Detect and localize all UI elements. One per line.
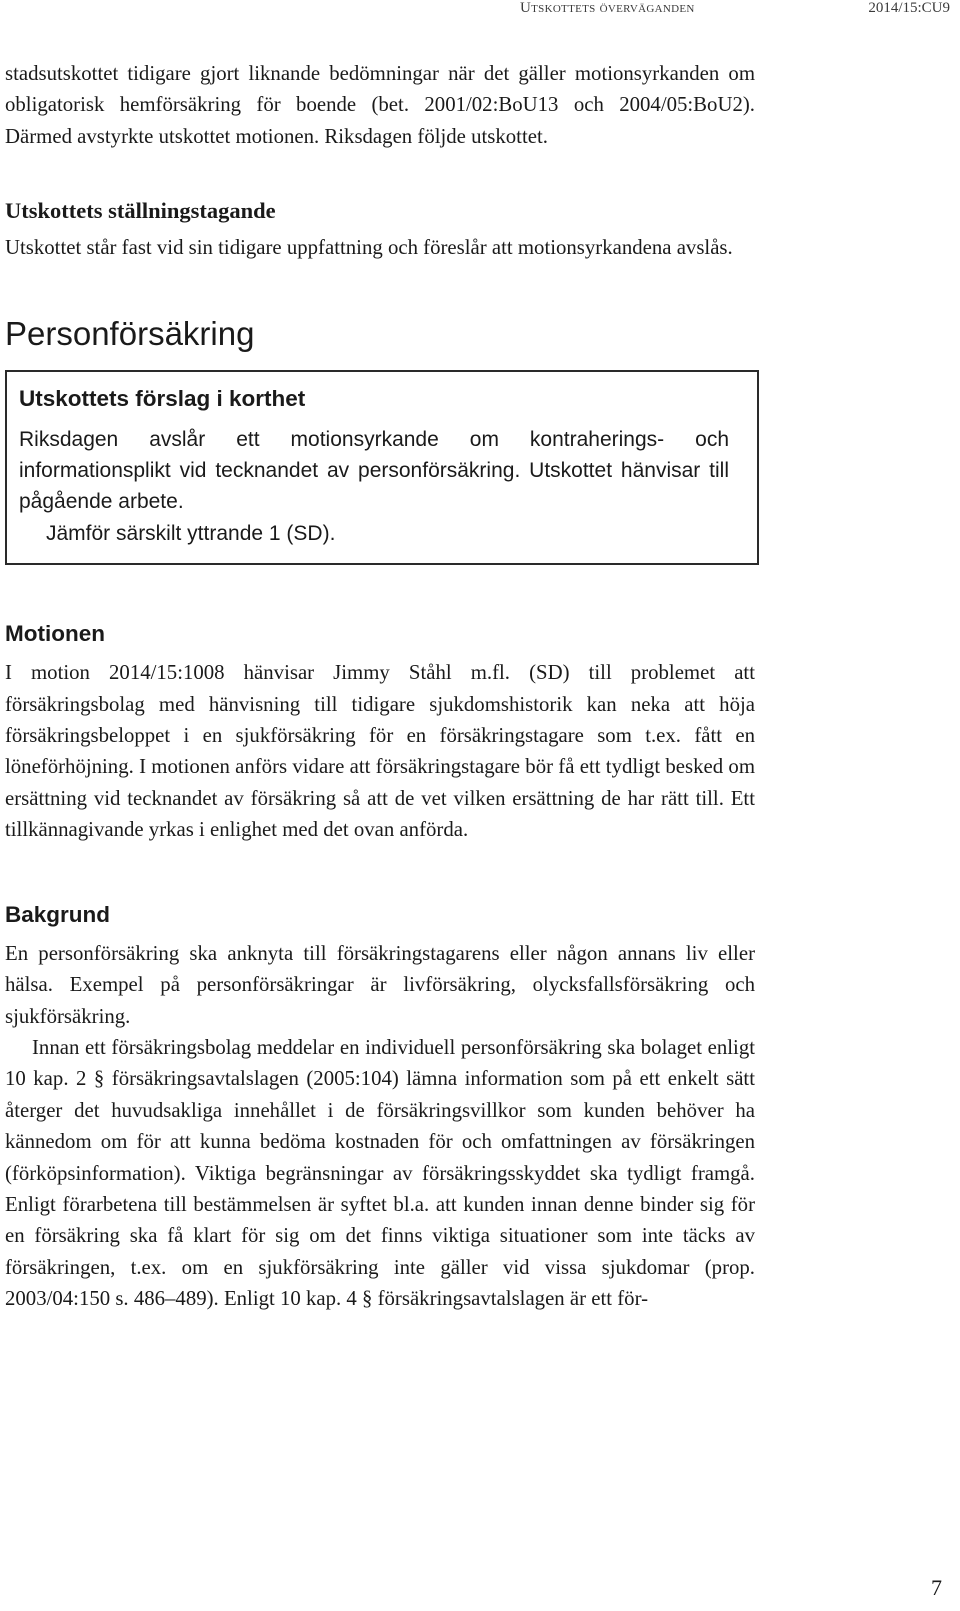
- running-header-section: Utskottets överväganden: [520, 0, 695, 16]
- summary-box: [5, 370, 759, 566]
- background-paragraph-1: En personförsäkring ska anknyta till försäkringstagarens eller någon annans liv eller hälsa. Exempel på personförsäkringar är livförsäkring, olycksfallsförsäkring och sjukförsäkring.: [5, 941, 755, 1028]
- background-paragraph-2: Innan ett försäkringsbolag meddelar en individuell personförsäkring ska bolaget enligt 10 kap. 2 § försäkringsavtalslagen (2005:104) lämna information som på ett enkelt sätt återger det huvudsakliga innehållet i de försäkringsvillkor som kunden behöver ha kännedom om för att kunna bedöma kostnaden för och omfattningen av försäkringen (förköpsinformation). Viktiga begränsningar av försäkringsskyddet ska tydligt framgå. Enligt förarbetena till bestämmelsen är syftet bl.a. att kunden innan denne binder sig för en försäkring ska få klart för sig om det finns viktiga situationer som inte täcks av försäkringen, t.ex. om en sjukförsäkring inte gäller vid vissa sjukdomar (prop. 2003/04:150 s. 486–489). Enligt 10 kap. 4 § försäkringsavtalslagen är ett för-: [5, 1035, 755, 1311]
- summary-heading: Utskottets förslag i korthet: [19, 385, 306, 411]
- summary-paragraph: Riksdagen avslår ett motionsyrkande om kontraherings- och informationsplikt vid tecknandet av personförsäkring. Utskottet hänvisar till pågående arbete.: [19, 427, 729, 514]
- running-header-report-number: 2014/15:CU9: [868, 0, 950, 16]
- position-paragraph: Utskottet står fast vid sin tidigare uppfattning och föreslår att motionsyrkandena avslås.: [5, 236, 733, 260]
- document-body: [5, 58, 755, 1315]
- running-header: [520, 0, 950, 22]
- motion-paragraph: I motion 2014/15:1008 hänvisar Jimmy Ståhl m.fl. (SD) till problemet att försäkringsbolag med hänvisning till tidigare sjukdomshistorik kan neka att höja försäkringsbeloppet i en sjukförsäkring för en försäkringstagare som t.ex. fått en löneförhöjning. I motionen anförs vidare att försäkringstagare bör få ett tydligt besked om ersättning vid tecknandet av försäkring så att de vet vilken ersättning de har rätt till. Ett tillkännagivande yrkas i enlighet med det ovan anförda.: [5, 661, 755, 842]
- section-title: Personförsäkring: [5, 314, 255, 352]
- page-number: 7: [931, 1575, 942, 1600]
- background-heading: Bakgrund: [5, 901, 111, 927]
- motion-heading: Motionen: [5, 621, 105, 647]
- summary-note: Jämför särskilt yttrande 1 (SD).: [46, 521, 336, 545]
- position-heading: Utskottets ställningstagande: [5, 198, 276, 224]
- intro-paragraph: stadsutskottet tidigare gjort liknande bedömningar när det gäller motionsyrkanden om obligatorisk hemförsäkring för boende (bet. 2001/02:BoU13 och 2004/05:BoU2). Därmed avstyrkte utskottet motionen. Riksdagen följde utskottet.: [5, 62, 755, 148]
